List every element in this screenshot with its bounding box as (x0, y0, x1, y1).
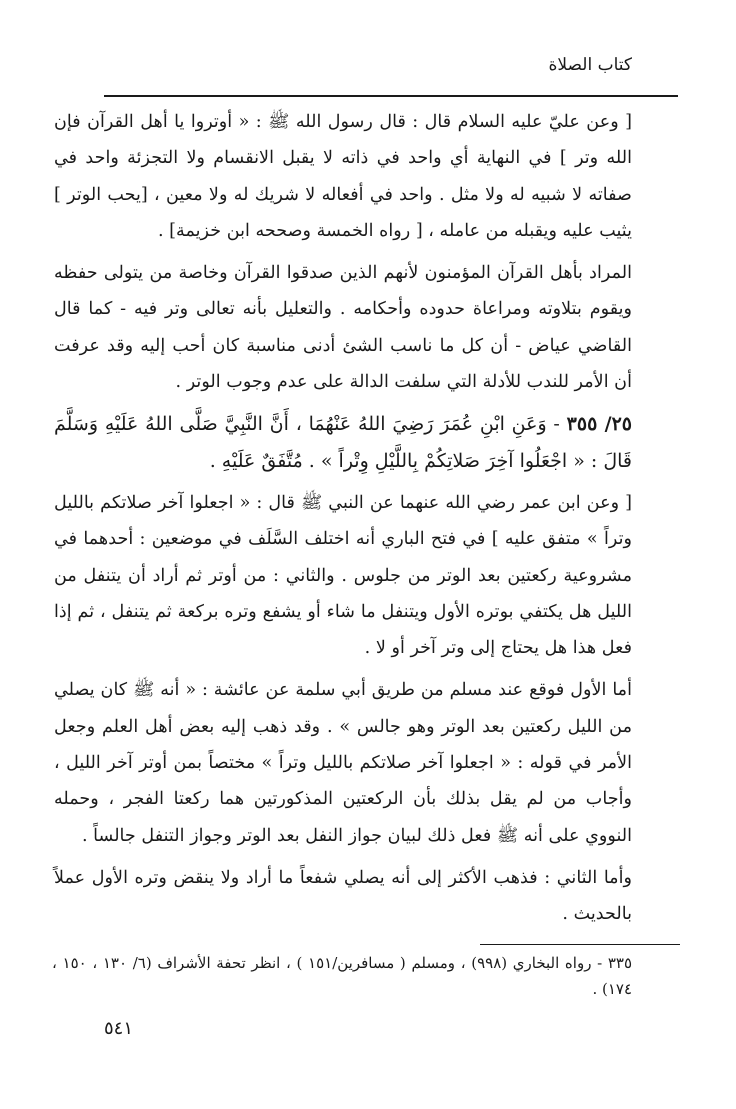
paragraph-first-issue: أما الأول فوقع عند مسلم من طريق أبي سلمة عن عائشة : « أنه ﷺ كان يصلي من الليل ركعتين بعد الوتر وهو جالس » . وقد ذهب إليه بعض أهل العلم وجعل الأمر في قوله : « اجعلوا آخر صلاتكم بالليل وتراً » مختصاً بمن أوتر آخر الليل ، وأجاب من لم يقل بذلك بأن الركعتين المذكورتين هما ركعتا الفجر ، وحمله النووي على أنه ﷺ فعل ذلك لبيان جواز النفل بعد الوتر وجواز التنفل جالساً . (54, 680, 632, 846)
hadith-paragraph (54, 406, 632, 479)
footnote-rule (480, 944, 680, 945)
paragraph-explanation: المراد بأهل القرآن المؤمنون لأنهم الذين صدقوا القرآن وخاصة من يتولى حفظه ويقوم بتلاوته ومراعاة حدوده وأحكامه . والتعليل بأنه تعالى وتر فيه - كما قال القاضي عياض - أن كل ما ناسب الشئ أدنى مناسبة كان أحب إليه وقد عرفت أن الأمر للندب للأدلة التي سلفت الدالة على عدم وجوب الوتر . (54, 263, 632, 393)
paragraph-second-issue: وأما الثاني : فذهب الأكثر إلى أنه يصلي شفعاً ما أراد ولا ينقض وتره الأول عملاً بالحديث . (54, 867, 632, 925)
running-head: كتاب الصلاة (548, 55, 632, 75)
page-number: ٥٤١ (104, 1018, 134, 1039)
hadith-number: ٢٥/ ٣٥٥ (566, 413, 633, 436)
paragraph-ali-hadith: [ وعن عليّ عليه السلام قال : قال رسول الله ﷺ : « أوتروا يا أهل القرآن فإن الله وتر ] في النهاية أي واحد في ذاته لا يقبل الانقسام ولا التجزئة واحد في صفاته لا شبيه له ولا مثل . واحد في أفعاله لا شريك له ولا معين ، [يحب الوتر ] يثيب عليه ويقبله من عامله ، [ رواه الخمسة وصححه ابن خزيمة] . (54, 112, 632, 241)
hadith-text: - وَعَنِ ابْنِ عُمَرَ رَضِيَ اللهُ عَنْهُمَا ، أَنَّ النَّبِيَّ صَلَّى اللهُ عَلَيْهِ وَسَلَّمَ قَالَ : « اجْعَلُوا آخِرَ صَلاتِكُمْ بِاللَّيْلِ وِتْراً » . مُتَّفَقٌ عَلَيْهِ . (54, 413, 632, 472)
footnote: ٣٣٥ - رواه البخاري (٩٩٨) ، ومسلم ( مسافرين/١٥١ ) ، انظر تحفة الأشراف (٦/ ١٣٠ ، ١٥٠ ، ١٧٤) . (52, 954, 632, 998)
paragraph-ibn-umar-commentary: [ وعن ابن عمر رضي الله عنهما عن النبي ﷺ قال : « اجعلوا آخر صلاتكم بالليل وتراً » متفق عليه ] في فتح الباري أنه اختلف السَّلَف في موضعين : أحدهما في مشروعية ركعتين بعد الوتر من جلوس . والثاني : من أوتر ثم أراد أن يتنفل من الليل هل يكتفي بوتره الأول ويتنفل ما شاء أو يشفع وتره بركعة ثم يتنفل ، ثم إذا فعل هذا هل يحتاج إلى وتر آخر أو لا . (54, 492, 632, 659)
header-rule (104, 95, 678, 97)
page-body (54, 104, 632, 939)
